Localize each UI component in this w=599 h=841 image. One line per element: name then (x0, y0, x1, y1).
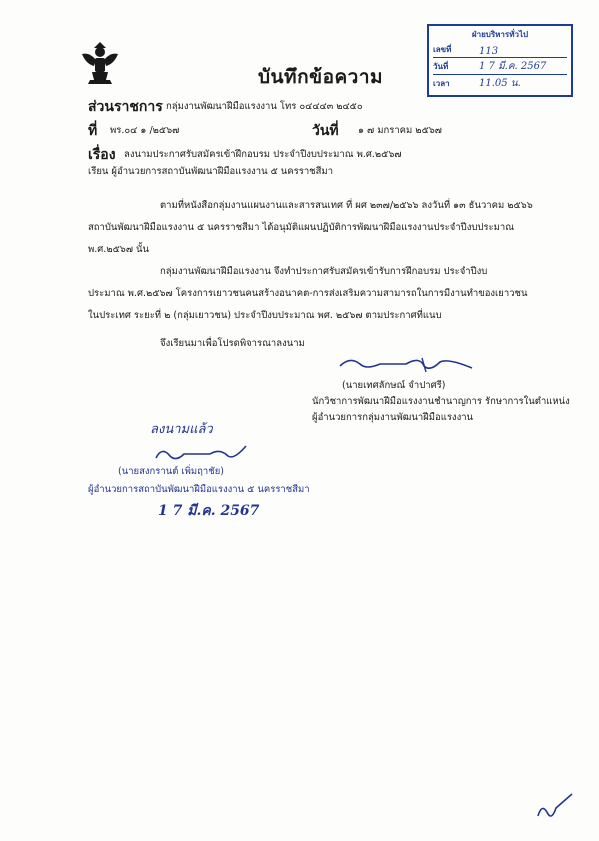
addressee: เรียน ผู้อำนวยการสถาบันพัฒนาฝีมือแรงงาน ๕ นครราชสีมา (88, 166, 334, 177)
date-value: ๑ ๗ มกราคม ๒๕๖๗ (358, 125, 442, 136)
stamp-time-value: 11.05 น. (479, 78, 521, 89)
signer1-position-line2: ผู้อำนวยการกลุ่มงานพัฒนาฝีมือแรงงาน (312, 412, 474, 423)
subject-label: เรื่อง (88, 147, 116, 163)
initials-mark (532, 790, 578, 824)
stamp-row-time (433, 76, 567, 91)
stamp-row-date (433, 59, 567, 75)
reference-label: ที่ (88, 123, 98, 139)
signature-1 (336, 352, 476, 376)
para1-line1: ตามที่หนังสือกลุ่มงานแผนงานและสารสนเทศ ที่ ผศ ๒๓๗/๒๕๖๖ ลงวันที่ ๑๓ ธันวาคม ๒๕๖๖ (160, 200, 533, 211)
approval-note: ลงนามแล้ว (150, 422, 213, 437)
signer1-position-line1: นักวิชาการพัฒนาฝีมือแรงงานชำนาญการ รักษาการในตำแหน่ง (312, 396, 570, 407)
stamp-date-value: 1 7 มี.ค. 2567 (479, 61, 547, 72)
agency-value: กลุ่มงานพัฒนาฝีมือแรงงาน โทร ๐๔๔๔๓ ๒๔๕๐ (166, 101, 363, 112)
stamp-number-value: 113 (479, 46, 499, 57)
para2-line2: ประมาณ พ.ศ.๒๕๖๗ โครงการเยาวชนคนสร้างอนาคต-การส่งเสริมความสามารถในการมีงานทำของเยาวชน (88, 288, 528, 299)
page-title: บันทึกข้อความ (258, 66, 384, 88)
receipt-stamp (427, 24, 573, 97)
para1-line2: สถาบันพัฒนาฝีมือแรงงาน ๕ นครราชสีมา ได้อนุมัติแผนปฏิบัติการพัฒนาฝีมือแรงงานประจำปีงบประมาณ (88, 222, 515, 233)
signer2-position: ผู้อำนวยการสถาบันพัฒนาฝีมือแรงงาน ๕ นครราชสีมา (88, 484, 310, 495)
signature-2 (150, 440, 250, 466)
subject-value: ลงนามประกาศรับสมัครเข้าฝึกอบรม ประจำปีงบประมาณ พ.ศ.๒๕๖๗ (124, 149, 402, 160)
garuda-emblem-icon (80, 42, 120, 86)
stamp-date-label: วันที่ (433, 62, 449, 71)
stamp-time-label: เวลา (433, 79, 450, 88)
para2-line1: กลุ่มงานพัฒนาฝีมือแรงงาน จึงทำประกาศรับสมัครเข้ารับการฝึกอบรม ประจำปีงบ (160, 266, 488, 277)
signer1-name: (นายเทศลักษณ์ จำปาศรี) (342, 380, 446, 391)
signer2-name: (นายสงกรานต์ เพิ่มฤาชัย) (118, 466, 224, 477)
para2-line3: ในประเทศ ระยะที่ ๒ (กลุ่มเยาวชน) ประจำปีงบประมาณ พศ. ๒๕๖๗ ตามประกาศที่แนบ (88, 310, 442, 321)
stamp-header: ฝ่ายบริหารทั่วไป (471, 30, 529, 39)
signer2-date: 1 7 มี.ค. 2567 (158, 503, 260, 519)
reference-value: พร.๐๔ ๑ /๒๕๖๗ (110, 125, 180, 136)
para1-line3: พ.ศ.๒๕๖๗ นั้น (88, 244, 149, 255)
stamp-row-number (433, 42, 567, 58)
stamp-number-label: เลขที่ (433, 45, 452, 54)
date-label: วันที่ (312, 123, 339, 139)
closing-line: จึงเรียนมาเพื่อโปรดพิจารณาลงนาม (160, 338, 305, 349)
agency-label: ส่วนราชการ (88, 99, 163, 115)
